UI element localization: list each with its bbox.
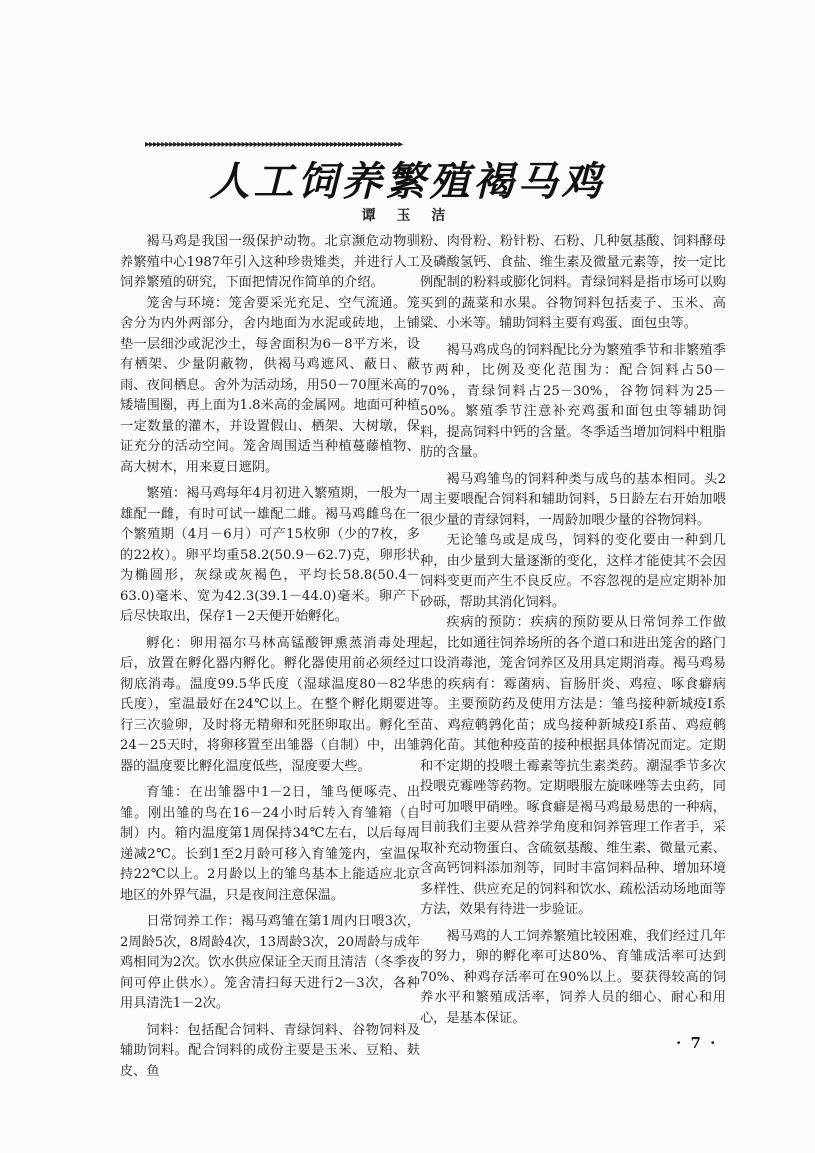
left-column <box>120 232 420 1082</box>
article-title: 人工饲养繁殖褐马鸡 <box>209 158 606 205</box>
paragraph-chick-feed: 褐马鸡雏鸟的饲料种类与成鸟的基本相同。头2周主要喂配合饲料和辅助饲料，5日龄左右开始加喂很少量的青绿饲料，一周龄加喂少量的谷物饲料。 <box>420 471 726 528</box>
header-decorative-rule: ▸▸▸▸▸▸▸▸▸▸▸▸▸▸▸▸▸▸▸▸▸▸▸▸▸▸▸▸▸▸▸▸▸▸▸▸▸▸▸▸▸▸▸▸▸▸▸▸▸▸▸▸▸▸▸▸▸▸▸▸▸▸▸▸ <box>145 139 403 150</box>
paragraph-incubation: 孵化：卵用福尔马林高锰酸钾熏蒸消毒处理后，放置在孵化器内孵化。孵化器使用前必须经过彻底消毒。温度99.5华氏度（湿球温度80－82华氏度），室温最好在24℃以上。在整个孵化期要进行三次验卵，及时将无精卵和死胚卵取出。孵化至24－25天时，将卵移置至出雏器（自制）中，出雏器的温度要比孵化温度低些，湿度要大些。 <box>120 635 420 774</box>
page-number: · 7 · <box>676 1034 718 1052</box>
paragraph-intro: 褐马鸡是我国一级保护动物。北京濒危动物驯养繁殖中心1987年引入这种珍贵雉类，并进行人工饲养繁殖的研究，下面把情况作简单的介绍。 <box>120 234 420 290</box>
article-author: 谭 玉 洁 <box>361 208 454 224</box>
paragraph-feed-continued: 粉、肉骨粉、粉针粉、石粉、几种氨基酸、饲料酵母及磷酸氢钙、食盐、维生素及微量元素等，按一定比例配制的粉料或膨化饲料。青绿饲料是指市场可以购买到的蔬菜和水果。谷物饲料包括麦子、玉米、高粱、小米等。辅助饲料主要有鸡蛋、面包虫等。 <box>420 234 726 331</box>
paragraph-brooding: 育雏：在出雏器中1－2日，雏鸟便啄壳、出雏。刚出雏的鸟在16－24小时后转入育雏箱（自制）内。箱内温度第1周保持34℃左右，以后每周递减2℃。长到1至2月龄可移入育雏笼内，室温保持22℃以上。2月龄以上的雏鸟基本上能适应北京地区的外界气温，只是夜间注意保温。 <box>120 785 420 903</box>
paragraph-breeding: 繁殖：褐马鸡每年4月初进入繁殖期，一般为一雄配一雌，有时可试一雄配二雌。褐马鸡雌鸟在一个繁殖期（4月－6月）可产15枚卵（少的7枚，多的22枚）。卵平均重58.2(50.9－62.7)克，卵形状为椭圆形，灰绿或灰褐色，平均长58.8(50.4－63.0)毫米、宽为42.3(39.1－44.0)毫米。卵产下后尽快取出，保存1－2天便开始孵化。 <box>120 486 420 624</box>
paragraph-daily-feeding: 日常饲养工作：褐马鸡雏在第1周内日喂3次，2周龄5次，8周龄4次，13周龄3次，20周龄与成年鸡相同为2次。饮水供应保证全天而且清洁（冬季夜间可停止供水）。笼舍清扫每天进行2－3次，各种用具清洗1－2次。 <box>120 914 420 1011</box>
paragraph-conclusion: 褐马鸡的人工饲养繁殖比较困难，我们经过几年的努力，卵的孵化率可达80%、育雏成活率可达到70%、种鸡存活率可在90%以上。要获得较高的饲养水平和繁殖成活率，饲养人员的细心、耐心和用心，是基本保证。 <box>420 928 726 1026</box>
paragraph-disease-prevention: 疾病的预防：疾病的预防要从日常饲养工作做起，比如通往饲养场所的各个道口和进出笼舍的路门口设消毒池，笼舍饲养区及用具定期消毒。褐马鸡易患的疾病有：霉菌病、盲肠肝炎、鸡痘、啄食癖病等。主要预防药及使用方法是：雏鸟接种新城疫Ⅰ系苗、鸡痘鹌鹑化苗；成鸟接种新城疫Ⅰ系苗、鸡痘鹌鹑化苗。其他种疫苗的接种根据具体情况而定。定期和不定期的投喂土霉素等抗生素类药。潮湿季节多次投喂克霉唑等药物。定期喂服左旋咪唑等去虫药，同时可加喂甲硝唑。啄食癖是褐马鸡最易患的一种病，目前我们主要从营养学角度和饲养管理工作者手，采取补充动物蛋白、含硫氨基酸、维生素、微量元素、含高钙饲料添加剂等，同时丰富饲料品种、增加环境多样性、供应充足的饲料和饮水、疏松活动场地面等方法，效果有待进一步验证。 <box>420 615 726 917</box>
right-column <box>420 232 726 1029</box>
paragraph-cage-environment: 笼舍与环境：笼舍要采光充足、空气流通。笼舍分为内外两部分，舍内地面为水泥或砖地，上铺垫一层细沙或泥沙土，每舍面积为6－8平方米，设有栖架、少量阴蔽物，供褐马鸡遮风、蔽日、蔽雨、夜间栖息。舍外为活动场，用50－70厘米高的矮墙围圈，再上面为1.8米高的金属网。地面可种植一定数量的灌木，并设置假山、栖架、大树墩，保证充分的活动空间。笼舍周围适当种植蔓藤植物、高大树木，用来夏日遮阴。 <box>120 295 420 475</box>
paragraph-feed-change: 无论雏鸟或是成鸟，饲料的变化要由一种到几种，由少量到大量逐渐的变化，这样才能使其不会因饲料变更而产生不良反应。不容忽视的是应定期补加砂砾，帮助其消化饲料。 <box>420 533 726 610</box>
paragraph-feed: 饲料：包括配合饲料、青绿饲料、谷物饲料及辅助饲料。配合饲料的成份主要是玉米、豆粕、麸皮、鱼 <box>120 1022 420 1079</box>
paragraph-adult-feed-ratio: 褐马鸡成鸟的饲料配比分为繁殖季节和非繁殖季节两种，比例及变化范围为：配合饲料占50－70%，青绿饲料占25－30%，谷物饲料为25－50%。繁殖季节注意补充鸡蛋和面包虫等辅助饲料，提高饲料中钙的含量。冬季适当增加饲料中粗脂肪的含量。 <box>420 342 726 460</box>
